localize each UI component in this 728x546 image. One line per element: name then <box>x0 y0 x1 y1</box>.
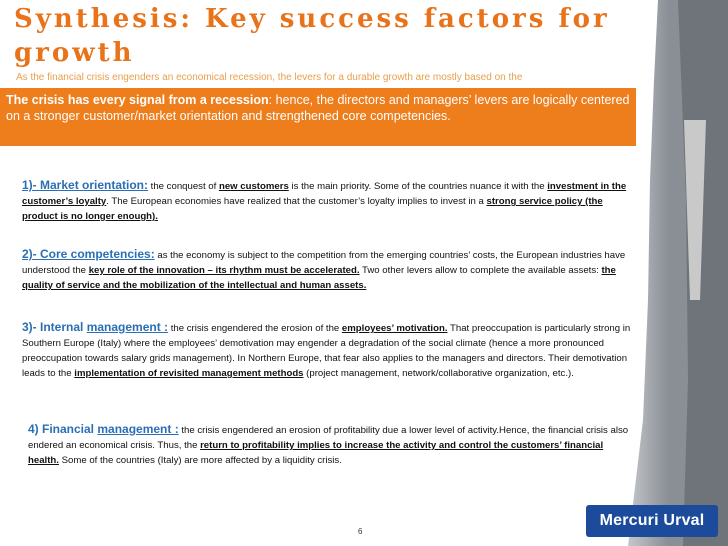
section-heading: 2)- Core competencies: <box>22 247 155 261</box>
banner-text: : hence, the directors and managers’ levers are logically centered on a stronger customer/market orientation and strengthened core competencies. <box>6 93 630 123</box>
section-emphasis: key role of the innovation – its rhythm must be accelerated. <box>88 265 360 276</box>
section-heading: 4) Financial <box>28 422 98 436</box>
section-text: as the economy is subject to the competition from the emerging countries’ costs, the European industries have understood the <box>22 250 626 276</box>
section-text: the conquest of <box>148 181 219 192</box>
section-text: is the main priority. Some of the countries nuance it with the <box>288 181 548 192</box>
section-text: That preoccupation is particularly strong in Southern Europe (Italy) where the employees’ demotivation may engender a degradation of the social climate (hence a more pronounced preoccupation towards salary grids management). In Northern Europe, that fear also applies to the managers and directors. Their demotivation leads to the <box>22 323 631 379</box>
section-financial-management <box>28 422 636 468</box>
section-heading: 1)- Market orientation: <box>22 178 149 192</box>
section-emphasis: return to profitability implies to increase the activity and control the customers’ financial health. <box>28 440 604 466</box>
page-number: 6 <box>358 527 363 536</box>
section-heading: 3)- Internal <box>22 320 87 334</box>
summary-banner <box>0 88 636 146</box>
section-emphasis: investment in the customer’s loyalty <box>22 181 627 207</box>
slide-title: Synthesis: Key success factors for growth <box>14 4 610 68</box>
section-text: (project management, network/collaborative organization, etc.). <box>303 368 574 379</box>
section-emphasis: employees’ motivation. <box>341 323 448 334</box>
slide-subtitle: As the financial crisis engenders an economical recession, the levers for a durable growth are mostly based on the <box>16 72 523 83</box>
section-emphasis: the quality of service and the mobilization of the intellectual and human assets. <box>22 265 616 291</box>
section-text: . The European economies have realized that the customer’s loyalty implies to invest in a <box>106 196 487 207</box>
section-text: the crisis engendered the erosion of the <box>168 323 342 334</box>
section-text: the crisis engendered an erosion of profitability due a lower level of activity.Hence, the financial crisis also endered an economical crisis. Thus, the <box>28 425 629 451</box>
section-internal-management <box>22 320 638 381</box>
mercuri-urval-logo: Mercuri Urval <box>586 505 718 537</box>
section-core-competencies <box>22 247 638 293</box>
section-emphasis: implementation of revisited management methods <box>74 368 304 379</box>
section-text: Some of the countries (Italy) are more affected by a liquidity crisis. <box>58 455 342 466</box>
section-text: Two other levers allow to complete the available assets: <box>359 265 602 276</box>
section-heading-underlined: management : <box>86 320 169 334</box>
section-emphasis: new customers <box>218 181 289 192</box>
section-emphasis: strong service policy (the product is no longer enough). <box>22 196 603 222</box>
banner-bold-text: The crisis has every signal from a recession <box>6 93 269 107</box>
section-heading-underlined: management : <box>97 422 179 436</box>
section-market-orientation <box>22 178 638 224</box>
